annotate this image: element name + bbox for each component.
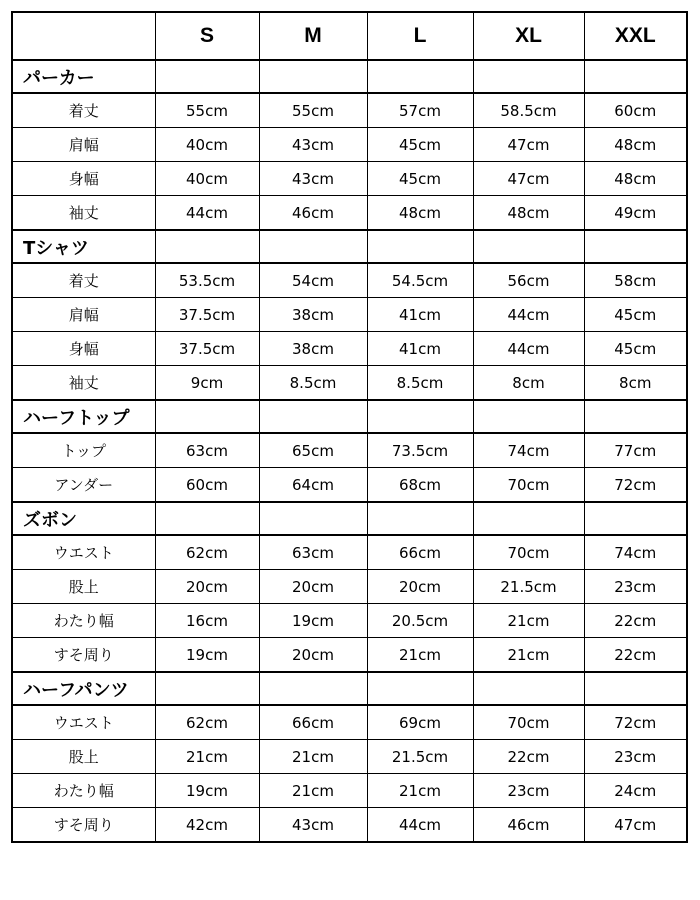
measurement-value: 20cm [259, 638, 367, 673]
measurement-value: 24cm [584, 774, 687, 808]
measurement-label: 袖丈 [12, 196, 155, 231]
measurement-row [12, 128, 687, 162]
size-chart-table [11, 11, 688, 843]
section-empty-cell [584, 672, 687, 705]
measurement-value: 21.5cm [367, 740, 473, 774]
measurement-label: 身幅 [12, 162, 155, 196]
measurement-value: 54cm [259, 263, 367, 298]
section-row [12, 502, 687, 535]
measurement-value: 21cm [473, 604, 584, 638]
measurement-value: 43cm [259, 162, 367, 196]
measurement-value: 44cm [367, 808, 473, 843]
measurement-value: 9cm [155, 366, 259, 401]
section-empty-cell [259, 502, 367, 535]
measurement-value: 20.5cm [367, 604, 473, 638]
measurement-value: 23cm [584, 740, 687, 774]
measurement-row [12, 808, 687, 843]
section-empty-cell [367, 400, 473, 433]
measurement-value: 40cm [155, 128, 259, 162]
measurement-row [12, 93, 687, 128]
measurement-label: 股上 [12, 740, 155, 774]
section-empty-cell [367, 502, 473, 535]
measurement-value: 8cm [473, 366, 584, 401]
measurement-value: 53.5cm [155, 263, 259, 298]
measurement-label: ウエスト [12, 535, 155, 570]
measurement-label: 身幅 [12, 332, 155, 366]
measurement-value: 44cm [473, 298, 584, 332]
section-empty-cell [259, 400, 367, 433]
measurement-value: 43cm [259, 128, 367, 162]
measurement-value: 48cm [584, 128, 687, 162]
measurement-value: 8.5cm [367, 366, 473, 401]
measurement-label: すそ周り [12, 638, 155, 673]
size-header-m: M [259, 12, 367, 60]
measurement-value: 60cm [584, 93, 687, 128]
measurement-value: 21cm [155, 740, 259, 774]
measurement-value: 47cm [473, 162, 584, 196]
size-chart-sheet [11, 11, 686, 888]
measurement-value: 45cm [584, 332, 687, 366]
measurement-value: 70cm [473, 705, 584, 740]
measurement-value: 44cm [155, 196, 259, 231]
section-empty-cell [584, 400, 687, 433]
measurement-value: 58.5cm [473, 93, 584, 128]
measurement-value: 44cm [473, 332, 584, 366]
measurement-row [12, 740, 687, 774]
measurement-value: 45cm [367, 128, 473, 162]
size-chart-body [12, 12, 687, 842]
measurement-value: 77cm [584, 433, 687, 468]
measurement-value: 70cm [473, 535, 584, 570]
measurement-value: 63cm [155, 433, 259, 468]
measurement-value: 62cm [155, 705, 259, 740]
measurement-row [12, 705, 687, 740]
measurement-label: 袖丈 [12, 366, 155, 401]
section-empty-cell [155, 230, 259, 263]
measurement-value: 37.5cm [155, 298, 259, 332]
section-empty-cell [259, 672, 367, 705]
measurement-value: 72cm [584, 468, 687, 503]
measurement-row [12, 638, 687, 673]
measurement-value: 69cm [367, 705, 473, 740]
measurement-value: 47cm [584, 808, 687, 843]
measurement-row [12, 298, 687, 332]
section-empty-cell [259, 60, 367, 93]
header-row [12, 12, 687, 60]
measurement-value: 21cm [367, 774, 473, 808]
measurement-value: 38cm [259, 332, 367, 366]
section-row [12, 60, 687, 93]
measurement-value: 57cm [367, 93, 473, 128]
section-row [12, 672, 687, 705]
measurement-value: 45cm [584, 298, 687, 332]
measurement-value: 21cm [259, 740, 367, 774]
measurement-value: 20cm [259, 570, 367, 604]
measurement-value: 41cm [367, 332, 473, 366]
section-row [12, 230, 687, 263]
measurement-label: すそ周り [12, 808, 155, 843]
measurement-value: 55cm [155, 93, 259, 128]
size-header-s: S [155, 12, 259, 60]
measurement-value: 37.5cm [155, 332, 259, 366]
section-empty-cell [584, 230, 687, 263]
measurement-label: わたり幅 [12, 774, 155, 808]
section-empty-cell [155, 672, 259, 705]
measurement-value: 64cm [259, 468, 367, 503]
measurement-value: 21cm [367, 638, 473, 673]
measurement-value: 48cm [584, 162, 687, 196]
measurement-value: 47cm [473, 128, 584, 162]
measurement-row [12, 162, 687, 196]
section-title: ハーフトップ [12, 400, 155, 433]
measurement-value: 42cm [155, 808, 259, 843]
measurement-row [12, 468, 687, 503]
measurement-label: 着丈 [12, 263, 155, 298]
measurement-value: 8cm [584, 366, 687, 401]
section-title: ズボン [12, 502, 155, 535]
measurement-value: 62cm [155, 535, 259, 570]
section-empty-cell [155, 400, 259, 433]
section-empty-cell [473, 400, 584, 433]
measurement-value: 21cm [473, 638, 584, 673]
measurement-value: 48cm [367, 196, 473, 231]
measurement-value: 66cm [367, 535, 473, 570]
measurement-value: 19cm [259, 604, 367, 638]
measurement-row [12, 570, 687, 604]
measurement-label: わたり幅 [12, 604, 155, 638]
measurement-row [12, 263, 687, 298]
section-empty-cell [473, 60, 584, 93]
measurement-label: 肩幅 [12, 298, 155, 332]
measurement-value: 23cm [473, 774, 584, 808]
section-title: ハーフパンツ [12, 672, 155, 705]
measurement-value: 45cm [367, 162, 473, 196]
measurement-value: 73.5cm [367, 433, 473, 468]
measurement-value: 68cm [367, 468, 473, 503]
measurement-label: 着丈 [12, 93, 155, 128]
measurement-value: 40cm [155, 162, 259, 196]
section-row [12, 400, 687, 433]
section-empty-cell [584, 60, 687, 93]
section-empty-cell [155, 502, 259, 535]
section-empty-cell [259, 230, 367, 263]
section-title: Tシャツ [12, 230, 155, 263]
measurement-value: 74cm [473, 433, 584, 468]
measurement-label: ウエスト [12, 705, 155, 740]
measurement-value: 65cm [259, 433, 367, 468]
measurement-value: 21.5cm [473, 570, 584, 604]
measurement-label: アンダー [12, 468, 155, 503]
measurement-value: 54.5cm [367, 263, 473, 298]
section-empty-cell [473, 502, 584, 535]
section-empty-cell [367, 230, 473, 263]
measurement-value: 19cm [155, 638, 259, 673]
measurement-row [12, 774, 687, 808]
section-empty-cell [155, 60, 259, 93]
size-header-l: L [367, 12, 473, 60]
header-corner-cell [12, 12, 155, 60]
section-empty-cell [367, 60, 473, 93]
measurement-value: 56cm [473, 263, 584, 298]
measurement-row [12, 535, 687, 570]
measurement-row [12, 366, 687, 401]
measurement-value: 22cm [584, 604, 687, 638]
measurement-value: 58cm [584, 263, 687, 298]
measurement-value: 20cm [367, 570, 473, 604]
measurement-value: 23cm [584, 570, 687, 604]
size-header-xxl: XXL [584, 12, 687, 60]
measurement-value: 72cm [584, 705, 687, 740]
measurement-value: 46cm [259, 196, 367, 231]
measurement-value: 22cm [473, 740, 584, 774]
measurement-row [12, 332, 687, 366]
measurement-label: 股上 [12, 570, 155, 604]
measurement-value: 48cm [473, 196, 584, 231]
measurement-label: トップ [12, 433, 155, 468]
measurement-value: 70cm [473, 468, 584, 503]
measurement-value: 63cm [259, 535, 367, 570]
measurement-value: 21cm [259, 774, 367, 808]
section-empty-cell [367, 672, 473, 705]
measurement-label: 肩幅 [12, 128, 155, 162]
measurement-value: 55cm [259, 93, 367, 128]
measurement-value: 43cm [259, 808, 367, 843]
section-empty-cell [584, 502, 687, 535]
measurement-row [12, 196, 687, 231]
measurement-value: 38cm [259, 298, 367, 332]
measurement-value: 74cm [584, 535, 687, 570]
measurement-value: 8.5cm [259, 366, 367, 401]
section-title: パーカー [12, 60, 155, 93]
measurement-value: 49cm [584, 196, 687, 231]
section-empty-cell [473, 230, 584, 263]
measurement-row [12, 604, 687, 638]
measurement-value: 66cm [259, 705, 367, 740]
section-empty-cell [473, 672, 584, 705]
measurement-value: 22cm [584, 638, 687, 673]
measurement-value: 46cm [473, 808, 584, 843]
measurement-value: 60cm [155, 468, 259, 503]
measurement-value: 20cm [155, 570, 259, 604]
measurement-value: 41cm [367, 298, 473, 332]
measurement-value: 19cm [155, 774, 259, 808]
size-header-xl: XL [473, 12, 584, 60]
measurement-row [12, 433, 687, 468]
measurement-value: 16cm [155, 604, 259, 638]
